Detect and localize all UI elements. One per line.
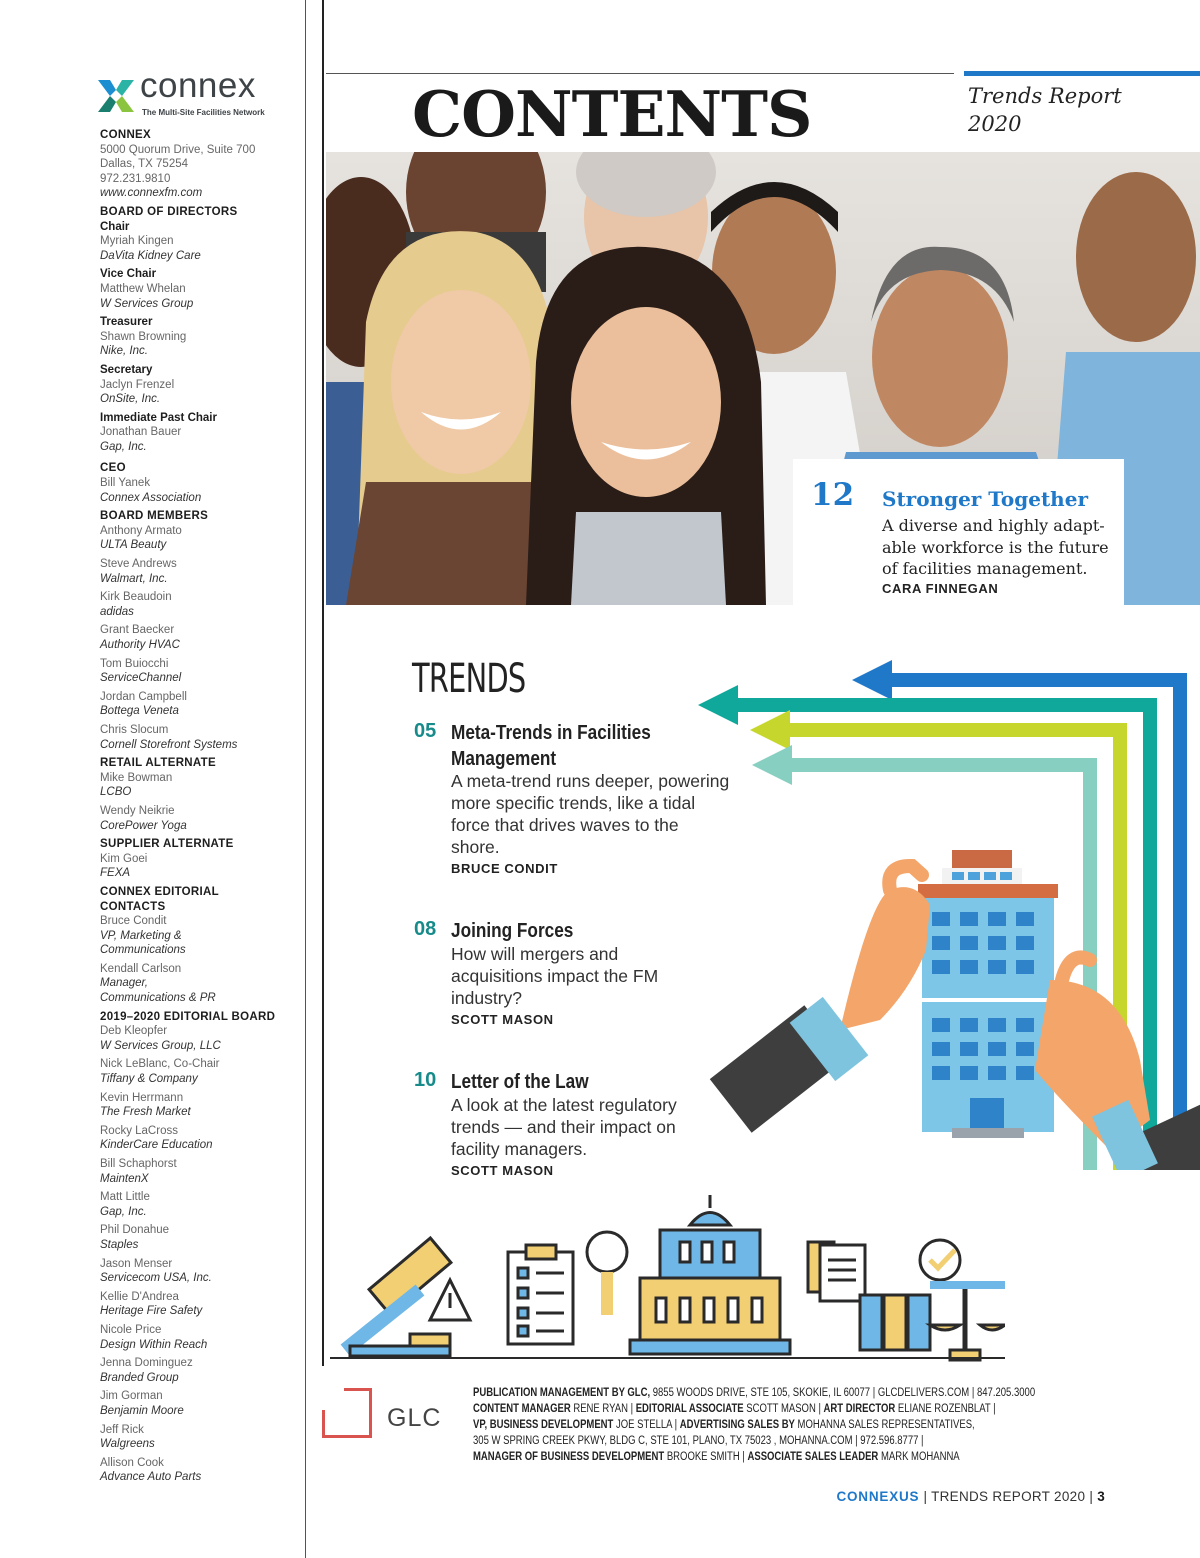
supplier-alternate-company: FEXA — [100, 867, 131, 880]
entry-title[interactable]: Meta-Trends in Facilities Management — [451, 722, 651, 770]
entry-description: A look at the latest regulatory trends — and their impact on facility managers. — [451, 1095, 677, 1159]
supplier-alternate-heading: SUPPLIER ALTERNATE — [100, 838, 234, 851]
past-chair-role: Immediate Past Chair — [100, 411, 217, 424]
folio-page-number: 3 — [1097, 1489, 1105, 1504]
board-members-company: ServiceChannel — [100, 672, 182, 685]
treasurer-role: Treasurer — [100, 316, 153, 329]
editorial-board-company: Branded Group — [100, 1371, 179, 1384]
sidebar-divider — [305, 0, 306, 1558]
editorial-board-name: Nicole Price — [100, 1323, 162, 1336]
board-members-name: Anthony Armato — [100, 524, 182, 537]
gavel-icon — [345, 1238, 451, 1356]
editorial-contacts-name: Kendall Carlson — [100, 962, 182, 975]
editorial-board-company: Heritage Fire Safety — [100, 1305, 203, 1318]
editorial-board-name: Kellie D'Andrea — [100, 1290, 179, 1303]
past-chair-name: Jonathan Bauer — [100, 426, 182, 439]
board-members-company: ULTA Beauty — [100, 539, 167, 552]
treasurer-name: Shawn Browning — [100, 330, 187, 343]
check-badge-icon — [920, 1240, 960, 1280]
report-title — [968, 82, 1122, 138]
entry-author: BRUCE CONDIT — [451, 861, 558, 876]
board-members-company: adidas — [100, 605, 134, 618]
board-members-name: Grant Baecker — [100, 624, 175, 637]
scales-of-justice-icon — [930, 1285, 1005, 1360]
editorial-contacts-title2: Communications — [100, 944, 186, 957]
editorial-board-company: Staples — [100, 1238, 139, 1251]
editorial-contacts-name: Bruce Condit — [100, 915, 167, 928]
editorial-board-name: Jason Menser — [100, 1257, 173, 1270]
editorial-board-company: Tiffany & Company — [100, 1073, 198, 1086]
editorial-board-name: Rocky LaCross — [100, 1124, 178, 1137]
page-folio: CONNEXUS | TRENDS REPORT 2020 | 3 — [836, 1489, 1105, 1504]
page-title: CONTENTS — [412, 77, 812, 151]
editorial-board-name: Jenna Dominguez — [100, 1357, 193, 1370]
org-address-1: 5000 Quorum Drive, Suite 700 — [100, 143, 256, 156]
board-members-name: Tom Buiocchi — [100, 657, 169, 670]
entry-author: SCOTT MASON — [451, 1163, 554, 1178]
org-website[interactable]: www.connexfm.com — [100, 187, 203, 200]
retail-alternates-company: LCBO — [100, 786, 132, 799]
editorial-board-name: Allison Cook — [100, 1456, 164, 1469]
feature-story-card[interactable] — [793, 459, 1124, 605]
feature-description: A diverse and highly adapt-able workforce is the future of facilities management. — [882, 516, 1109, 578]
feature-page-number: 12 — [811, 477, 855, 513]
board-members-company: Bottega Veneta — [100, 705, 179, 718]
editorial-board-name: Jim Gorman — [100, 1390, 163, 1403]
entry-description: How will mergers and acquisitions impact the FM industry? — [451, 944, 659, 1008]
feature-author: CARA FINNEGAN — [882, 581, 999, 596]
entry-page-number: 05 — [414, 720, 437, 742]
treasurer-company: Nike, Inc. — [100, 345, 148, 358]
editorial-contacts-title1: Manager, — [100, 977, 148, 990]
secretary-company: OnSite, Inc. — [100, 393, 161, 406]
editorial-board-name: Deb Kleopfer — [100, 1025, 168, 1038]
credits-line-4: 305 W SPRING CREEK PKWY, BLDG C, STE 101, PLANO, TX 75023 , MOHANNA.COM | 972.596.8777 | — [473, 1433, 924, 1447]
editorial-board-company: Benjamin Moore — [100, 1404, 184, 1417]
board-members-company: Cornell Storefront Systems — [100, 738, 238, 751]
editorial-contacts-list — [100, 914, 300, 1010]
editorial-board-company: Walgreens — [100, 1438, 155, 1451]
document-icon — [808, 1242, 865, 1301]
past-chair-company: Gap, Inc. — [100, 440, 147, 453]
chair-company: DaVita Kidney Care — [100, 249, 201, 262]
feature-title[interactable]: Stronger Together — [882, 487, 1088, 511]
masthead-list — [100, 128, 300, 1489]
clipboard-icon — [508, 1245, 573, 1344]
connex-logo — [96, 66, 296, 122]
supplier-alternate-name: Kim Goei — [100, 852, 148, 865]
folio-section: TRENDS REPORT 2020 — [931, 1489, 1086, 1504]
entry-description: A meta-trend runs deeper, powering more specific trends, like a tidal force that drives waves to the shore. — [451, 771, 730, 857]
credits-line-5: MANAGER OF BUSINESS DEVELOPMENT BROOKE SMITH | ASSOCIATE SALES LEADER MARK MOHANNA — [473, 1449, 960, 1463]
entry-title[interactable]: Joining Forces — [451, 920, 574, 942]
retail-alternates-list — [100, 771, 300, 837]
editorial-board-company: W Services Group, LLC — [100, 1039, 221, 1052]
editorial-board-company: The Fresh Market — [100, 1106, 191, 1119]
board-heading: BOARD OF DIRECTORS — [100, 205, 238, 218]
retail-alternate-heading: RETAIL ALTERNATE — [100, 757, 216, 770]
connex-x-icon — [96, 76, 136, 116]
logo-tagline: The Multi-Site Facilities Network — [142, 108, 265, 117]
logo-wordmark: connex — [140, 66, 256, 105]
credits-line-1: PUBLICATION MANAGEMENT BY GLC, 9855 WOODS DRIVE, STE 105, SKOKIE, IL 60077 | GLCDELIVERS.COM | 847.205.3000 — [473, 1385, 1036, 1399]
board-members-list — [100, 524, 300, 756]
retail-alternates-company: CorePower Yoga — [100, 819, 187, 832]
editorial-board-company: Gap, Inc. — [100, 1205, 147, 1218]
editorial-board-company: MaintenX — [100, 1172, 149, 1185]
accent-bar — [964, 71, 1200, 76]
board-members-name: Steve Andrews — [100, 558, 177, 571]
board-members-company: Walmart, Inc. — [100, 572, 168, 585]
publication-credits — [473, 1384, 1036, 1464]
glc-logo — [322, 1388, 462, 1448]
editorial-board-name: Matt Little — [100, 1191, 150, 1204]
editorial-board-name: Nick LeBlanc, Co-Chair — [100, 1058, 220, 1071]
org-phone: 972.231.9810 — [100, 172, 171, 185]
secretary-name: Jaclyn Frenzel — [100, 378, 175, 391]
report-title-line-2: 2020 — [968, 112, 1022, 136]
content-left-rule — [322, 0, 324, 1366]
entry-page-number: 10 — [414, 1069, 437, 1091]
board-members-name: Kirk Beaudoin — [100, 591, 172, 604]
editorial-board-list — [100, 1024, 300, 1489]
secretary-role: Secretary — [100, 363, 153, 376]
entry-title[interactable]: Letter of the Law — [451, 1071, 589, 1093]
trends-section-heading: TRENDS — [412, 656, 526, 702]
report-title-line-1: Trends Report — [968, 84, 1122, 108]
magnifier-icon — [587, 1232, 627, 1315]
glc-logo-text: GLC — [387, 1404, 442, 1432]
masthead-sidebar — [0, 0, 305, 1558]
credits-line-3: VP, BUSINESS DEVELOPMENT JOE STELLA | ADVERTISING SALES BY MOHANNA SALES REPRESENTATIVES, — [473, 1417, 975, 1431]
binders-icon — [860, 1295, 930, 1350]
vice-chair-name: Matthew Whelan — [100, 282, 186, 295]
regulatory-icons-illustration — [330, 1190, 1005, 1366]
board-members-company: Authority HVAC — [100, 639, 180, 651]
chair-role: Chair — [100, 220, 130, 233]
editorial-contacts-title2: Communications & PR — [100, 992, 216, 1005]
editorial-board-name: Kevin Herrmann — [100, 1091, 184, 1104]
editorial-board-company: Servicecom USA, Inc. — [100, 1272, 212, 1285]
chair-name: Myriah Kingen — [100, 235, 174, 248]
editorial-board-name: Jeff Rick — [100, 1423, 144, 1436]
org-name: CONNEX — [100, 129, 152, 141]
capitol-building-icon — [630, 1195, 790, 1354]
entry-page-number: 08 — [414, 918, 437, 940]
editorial-board-heading: 2019–2020 EDITORIAL BOARD — [100, 1010, 276, 1023]
editorial-board-company: Advance Auto Parts — [100, 1471, 202, 1484]
editorial-board-company: Design Within Reach — [100, 1338, 208, 1351]
board-members-name: Chris Slocum — [100, 723, 169, 736]
editorial-contacts-heading: CONNEX EDITORIAL CONTACTS — [100, 885, 219, 913]
credits-line-2: CONTENT MANAGER RENE RYAN | EDITORIAL ASSOCIATE SCOTT MASON | ART DIRECTOR ELIANE ROZENBLAT | — [473, 1401, 996, 1415]
building-arrows-illustration — [690, 650, 1200, 1170]
board-members-name: Jordan Campbell — [100, 690, 187, 703]
editorial-board-name: Bill Schaphorst — [100, 1158, 177, 1170]
ceo-heading: CEO — [100, 462, 126, 475]
retail-alternates-name: Mike Bowman — [100, 771, 173, 784]
editorial-contacts-title1: VP, Marketing & — [100, 929, 182, 942]
board-members-heading: BOARD MEMBERS — [100, 510, 209, 523]
ceo-name: Bill Yanek — [100, 477, 151, 490]
vice-chair-company: W Services Group — [100, 297, 194, 310]
retail-alternates-name: Wendy Neikrie — [100, 804, 175, 817]
editorial-board-company: KinderCare Education — [100, 1139, 213, 1152]
entry-author: SCOTT MASON — [451, 1012, 554, 1027]
editorial-board-name: Phil Donahue — [100, 1224, 170, 1237]
ceo-company: Connex Association — [100, 491, 202, 504]
org-address-2: Dallas, TX 75254 — [100, 158, 189, 171]
folio-brand: CONNEXUS — [836, 1489, 920, 1504]
vice-chair-role: Vice Chair — [100, 268, 157, 281]
